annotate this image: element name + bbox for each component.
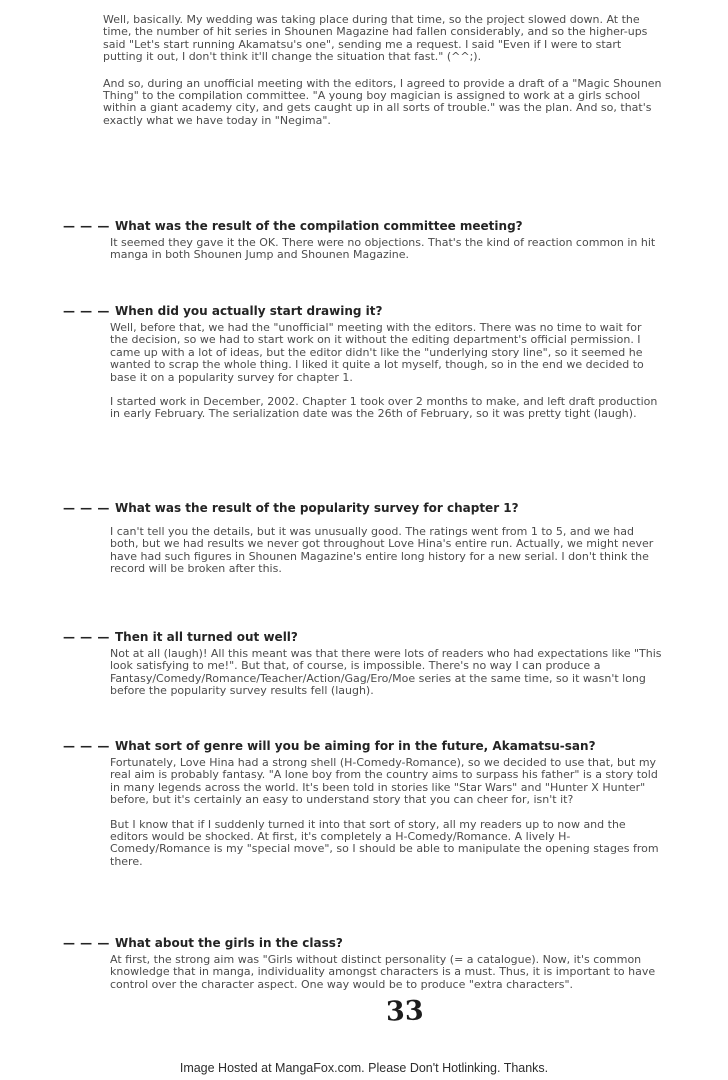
answer-paragraph: It seemed they gave it the OK. There were no objections. That's the kind of reaction common in hit manga in both Shounen Jump and Shounen Magazine. bbox=[110, 236, 656, 262]
answer-paragraph: Fortunately, Love Hina had a strong shell (H-Comedy-Romance), so we decided to use that, but my real aim is probably fantasy. "A lone boy from the country aims to surpass his father" is a story told in many legends across the world. It's been told in stories like "Star Wars" and "Hunter X Hunter" before, but it's certainly an easy to understand story that you can cheer for, isn't it? bbox=[110, 756, 658, 807]
qa-block-girls-in-class bbox=[63, 936, 669, 1003]
qa-block-popularity-survey bbox=[63, 501, 669, 588]
answer-group bbox=[110, 322, 662, 421]
question-heading bbox=[63, 936, 669, 950]
question-dash-prefix: — — — bbox=[63, 219, 110, 233]
qa-block-compilation-committee bbox=[63, 219, 669, 274]
question-dash-prefix: — — — bbox=[63, 739, 110, 753]
answer-paragraph: But I know that if I suddenly turned it into that sort of story, all my readers up to now and the editors would be shocked. At first, it's completely a H-Comedy/Romance. A lively H-Comedy/Romance is my "special move", so I should be able to manipulate the opening stages from there. bbox=[110, 817, 659, 868]
qa-block-future-genre bbox=[63, 739, 669, 880]
answer-group bbox=[110, 757, 662, 868]
question-dash-prefix: — — — bbox=[63, 501, 110, 515]
question-text: When did you actually start drawing it? bbox=[115, 304, 383, 318]
question-dash-prefix: — — — bbox=[63, 630, 110, 644]
question-heading bbox=[63, 219, 669, 233]
answer-paragraph: Not at all (laugh)! All this meant was that there were lots of readers who had expectations like "This look satisfying to me!". But that, of course, is impossible. There's no way I can produce a Fantasy/Comedy/Romance/Teacher/Action/Gag/Ero/Moe series at the same time, so it wasn't long before the popularity survey results fell (laugh). bbox=[110, 647, 662, 698]
intro-paragraph: Well, basically. My wedding was taking place during that time, so the project slowed down. At the time, the number of hit series in Shounen Magazine had fallen considerably, and so the higher-ups said "Let's start running Akamatsu's one", sending me a request. I said "Even if I were to start putting it out, I don't think it'll change the situation that fast." (^^;). bbox=[103, 13, 648, 64]
question-dash-prefix: — — — bbox=[63, 304, 110, 318]
question-text: What was the result of the popularity survey for chapter 1? bbox=[115, 501, 519, 515]
answer-paragraph: Well, before that, we had the "unofficial" meeting with the editors. There was no time to wait for the decision, so we had to start work on it without the editing department's official permission. I came up with a lot of ideas, but the editor didn't like the "underlying story line", so it seemed he wanted to scrap the whole thing. I liked it quite a lot myself, though, so in the end we decided to base it on a popularity survey for chapter 1. bbox=[110, 321, 644, 384]
footer-credit: Image Hosted at MangaFox.com. Please Don't Hotlinking. Thanks. bbox=[179, 1061, 549, 1075]
question-heading bbox=[63, 630, 669, 644]
qa-block-turned-out-well bbox=[63, 630, 669, 710]
intro-section bbox=[103, 14, 663, 141]
answer-paragraph: I started work in December, 2002. Chapter 1 took over 2 months to make, and left draft production in early February. The serialization date was the 26th of February, so it was pretty tight (laugh). bbox=[110, 395, 658, 421]
qa-block-start-drawing bbox=[63, 304, 669, 433]
question-dash-prefix: — — — bbox=[63, 936, 110, 950]
intro-paragraph: And so, during an unofficial meeting with the editors, I agreed to provide a draft of a "Magic Shounen Thing" to the compilation committee. "A young boy magician is assigned to work at a girls school within a giant academy city, and gets caught up in all sorts of trouble." was the plan. And so, that's exactly what we have today in "Negima". bbox=[103, 76, 662, 127]
question-text: Then it all turned out well? bbox=[115, 630, 298, 644]
answer-paragraph: I can't tell you the details, but it was unusually good. The ratings went from 1 to 5, and we had both, but we had results we never got throughout Love Hina's entire run. Actually, we might never have had such figures in Shounen Magazine's entire long history for a new serial. I don't think the record will be broken after this. bbox=[110, 525, 654, 576]
answer-group bbox=[110, 526, 662, 576]
question-heading bbox=[63, 304, 669, 318]
answer-group bbox=[110, 237, 662, 262]
question-heading bbox=[63, 501, 669, 515]
answer-paragraph: At first, the strong aim was "Girls without distinct personality (= a catalogue). Now, it's common knowledge that in manga, individuality amongst characters is a must. Thus, it is important to have control over the character aspect. One way would be to produce "extra characters". bbox=[110, 953, 656, 991]
question-text: What sort of genre will you be aiming for in the future, Akamatsu-san? bbox=[115, 739, 596, 753]
question-text: What was the result of the compilation committee meeting? bbox=[115, 219, 523, 233]
answer-group bbox=[110, 954, 662, 991]
question-heading bbox=[63, 739, 669, 753]
answer-group bbox=[110, 648, 662, 698]
question-text: What about the girls in the class? bbox=[115, 936, 343, 950]
page-number: 33 bbox=[385, 995, 425, 1028]
